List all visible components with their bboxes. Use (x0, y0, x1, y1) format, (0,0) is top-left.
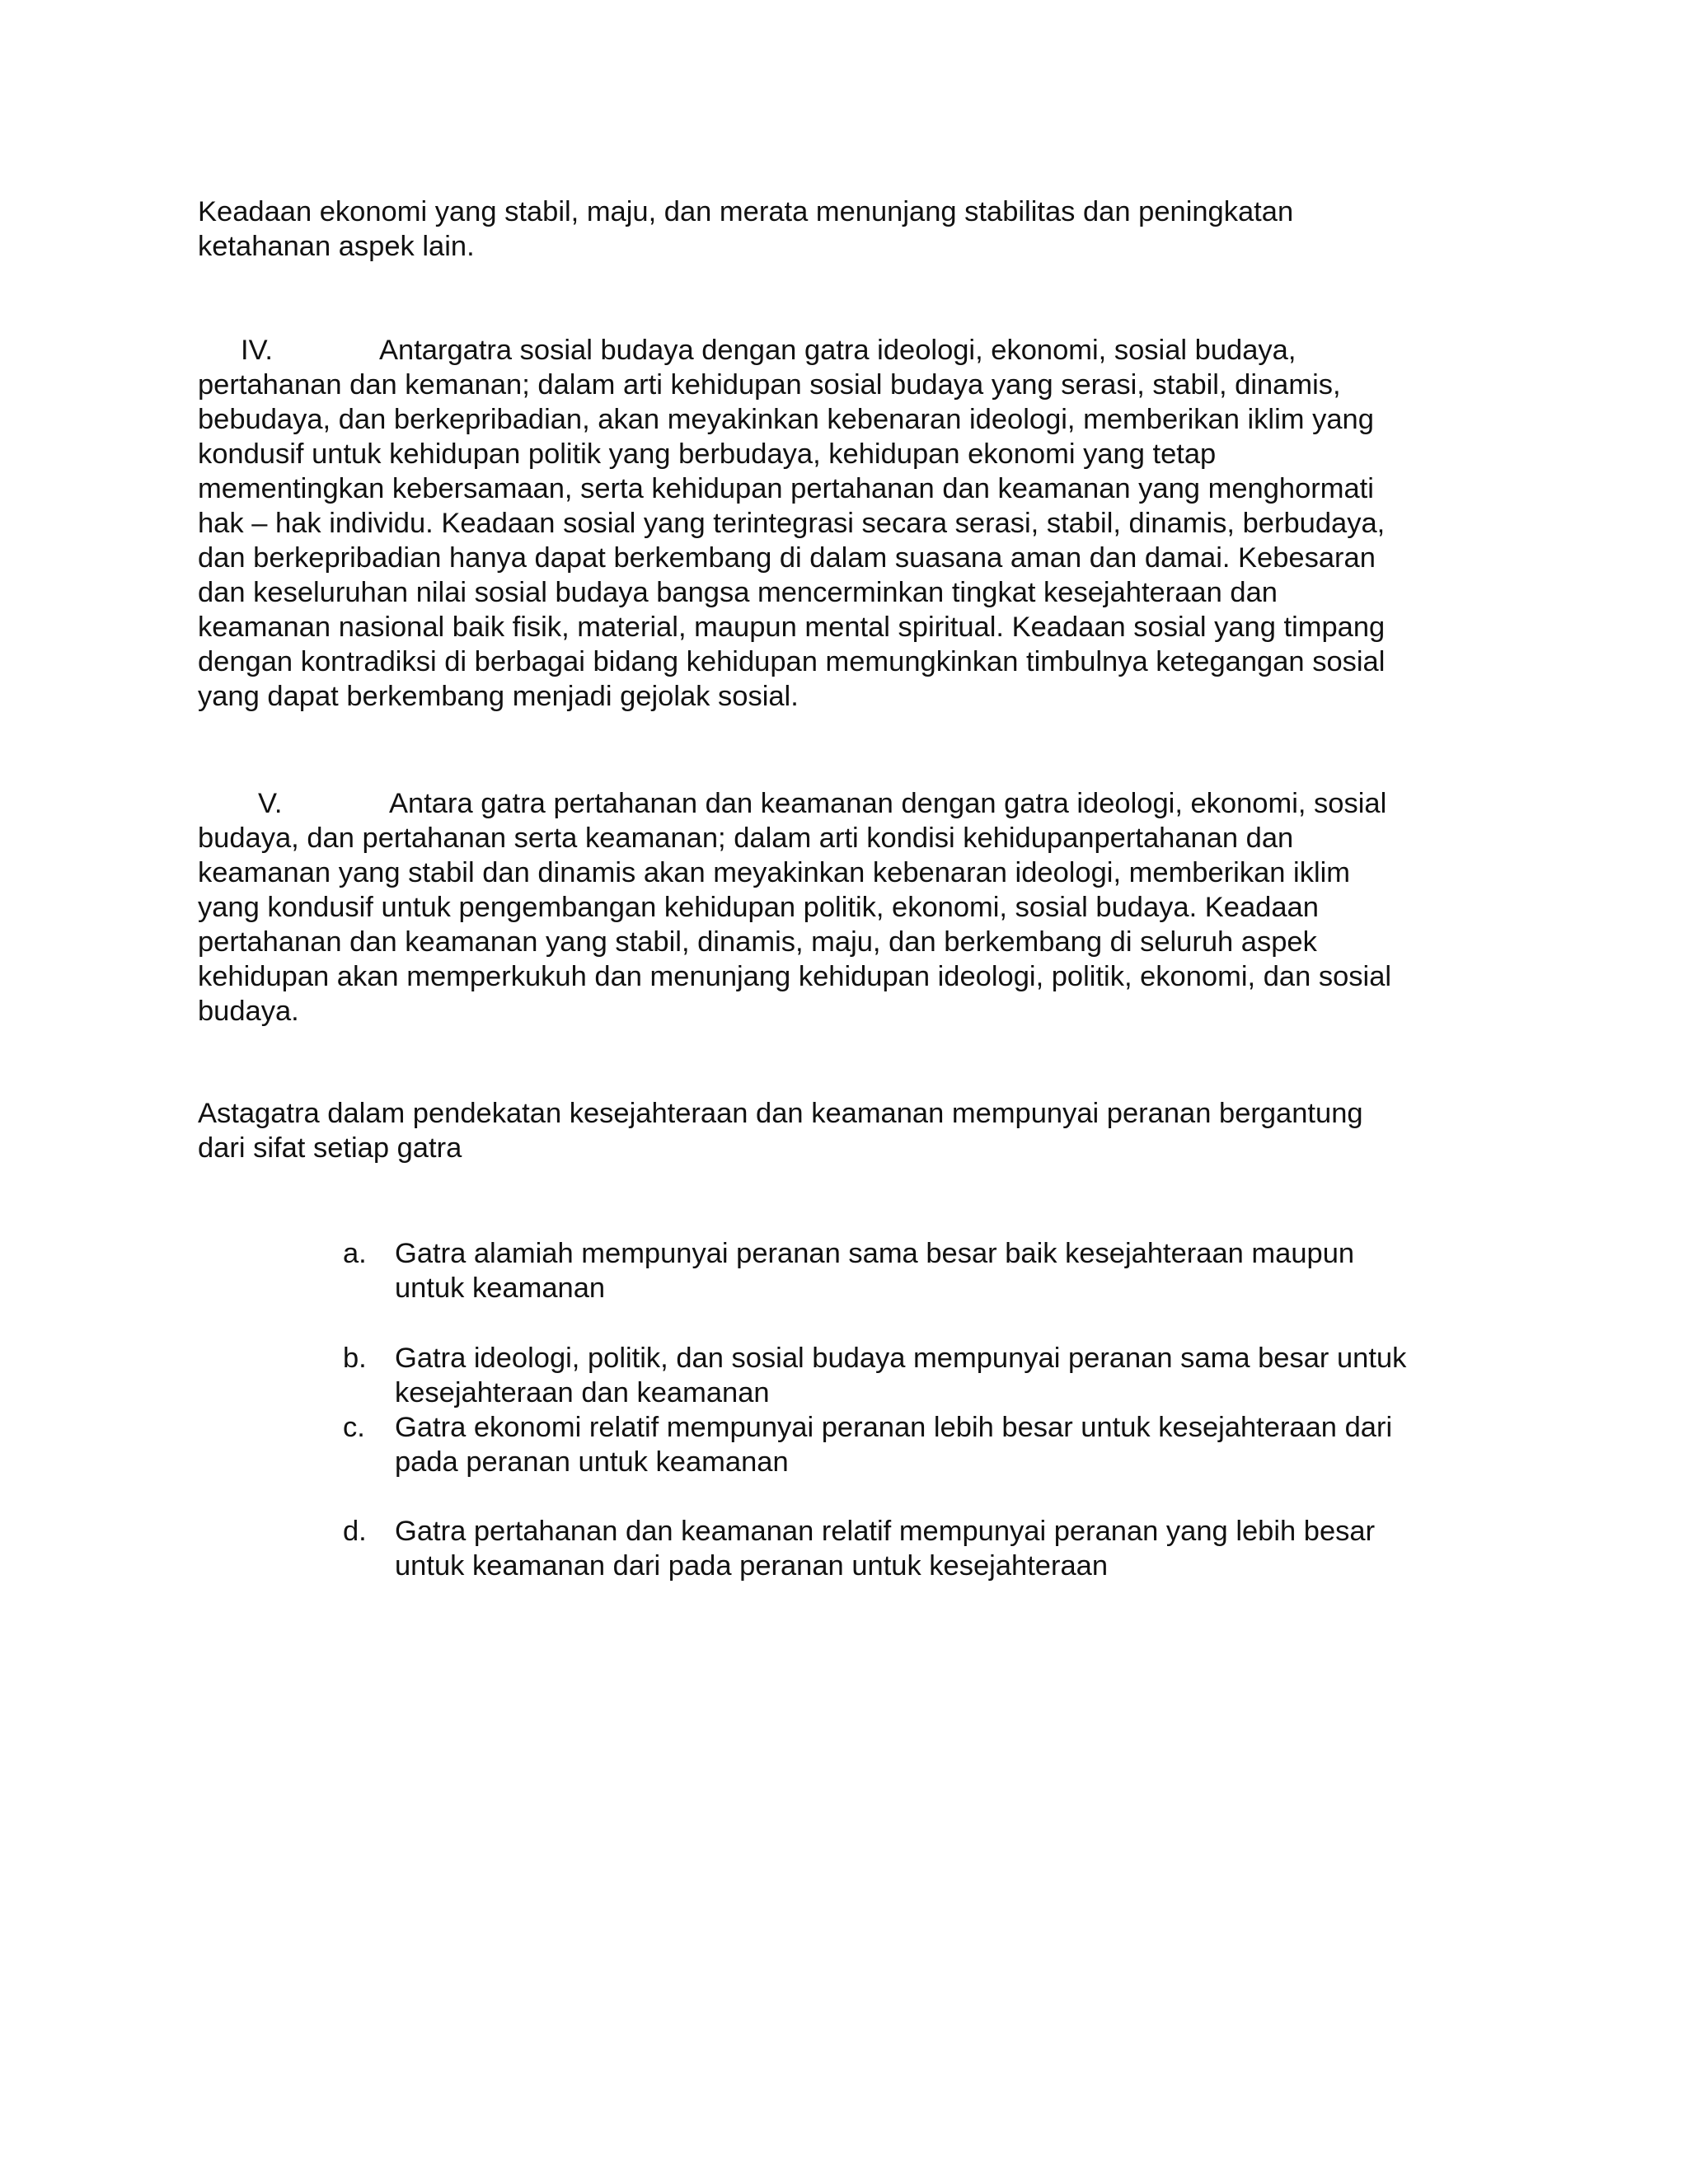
text-line: pertahanan dan keamanan yang stabil, dinamis, maju, dan berkembang di seluruh aspek (198, 926, 1317, 958)
section-heading-line (198, 786, 1500, 821)
text-line: Antargatra sosial budaya dengan gatra ideologi, ekonomi, sosial budaya, (379, 335, 1296, 366)
section-number: IV. (241, 335, 274, 366)
section-iv (198, 333, 1500, 714)
text-line: hak – hak individu. Keadaan sosial yang terintegrasi secara serasi, stabil, dinamis, berbudaya, (198, 508, 1386, 539)
text-line: keamanan yang stabil dan dinamis akan meyakinkan kebenaran ideologi, memberikan iklim (198, 857, 1351, 888)
text-line: Gatra alamiah mempunyai peranan sama besar baik kesejahteraan maupun (395, 1238, 1355, 1269)
text-line: dari sifat setiap gatra (198, 1132, 462, 1164)
text-line: budaya, dan pertahanan serta keamanan; dalam arti kondisi kehidupanpertahanan dan (198, 823, 1294, 854)
text-line: pada peranan untuk keamanan (395, 1446, 789, 1478)
list-item-c (343, 1410, 1497, 1479)
list-marker: b. (343, 1343, 367, 1374)
text-line: yang kondusif untuk pengembangan kehidupan politik, ekonomi, sosial budaya. Keadaan (198, 892, 1319, 923)
text-line: pertahanan dan kemanan; dalam arti kehidupan sosial budaya yang serasi, stabil, dinamis, (198, 369, 1341, 401)
text-line: kesejahteraan dan keamanan (395, 1377, 770, 1408)
text-line: ketahanan aspek lain. (198, 231, 475, 262)
text-line: budaya. (198, 996, 299, 1027)
section-number: V. (258, 788, 283, 819)
text-line: kehidupan akan memperkukuh dan menunjang kehidupan ideologi, politik, ekonomi, dan sosial (198, 961, 1392, 992)
text-line: dan berkepribadian hanya dapat berkembang di dalam suasana aman dan damai. Kebesaran (198, 542, 1376, 574)
text-line: Antara gatra pertahanan dan keamanan dengan gatra ideologi, ekonomi, sosial (389, 788, 1387, 819)
text-line: Gatra ideologi, politik, dan sosial budaya mempunyai peranan sama besar untuk (395, 1343, 1407, 1374)
text-line: Gatra pertahanan dan keamanan relatif mempunyai peranan yang lebih besar (395, 1516, 1376, 1547)
section-v (198, 786, 1500, 1029)
text-line: mementingkan kebersamaan, serta kehidupan pertahanan dan keamanan yang menghormati (198, 473, 1374, 504)
list-marker: d. (343, 1516, 367, 1547)
text-line: bebudaya, dan berkepribadian, akan meyakinkan kebenaran ideologi, memberikan iklim yang (198, 404, 1374, 435)
list-item-a (343, 1236, 1497, 1305)
paragraph-astagatra (198, 1096, 1500, 1165)
list-marker: c. (343, 1412, 365, 1443)
text-line: dengan kontradiksi di berbagai bidang kehidupan memungkinkan timbulnya ketegangan sosial (198, 646, 1386, 677)
text-line: kondusif untuk kehidupan politik yang berbudaya, kehidupan ekonomi yang tetap (198, 438, 1217, 470)
text-line: dan keseluruhan nilai sosial budaya bangsa mencerminkan tingkat kesejahteraan dan (198, 577, 1278, 608)
text-line: untuk keamanan (395, 1272, 606, 1304)
paragraph-intro (198, 194, 1500, 264)
section-heading-line (198, 333, 1500, 368)
list-item-d (343, 1514, 1497, 1583)
text-line: yang dapat berkembang menjadi gejolak sosial. (198, 681, 799, 712)
text-line: Astagatra dalam pendekatan kesejahteraan dan keamanan mempunyai peranan bergantung (198, 1098, 1363, 1129)
text-line: keamanan nasional baik fisik, material, maupun mental spiritual. Keadaan sosial yang timpang (198, 612, 1386, 643)
list-item-b (343, 1341, 1497, 1410)
text-line: Keadaan ekonomi yang stabil, maju, dan merata menunjang stabilitas dan peningkatan (198, 196, 1294, 227)
text-line: untuk keamanan dari pada peranan untuk kesejahteraan (395, 1550, 1109, 1582)
text-line: Gatra ekonomi relatif mempunyai peranan lebih besar untuk kesejahteraan dari (395, 1412, 1393, 1443)
list-marker: a. (343, 1238, 367, 1269)
